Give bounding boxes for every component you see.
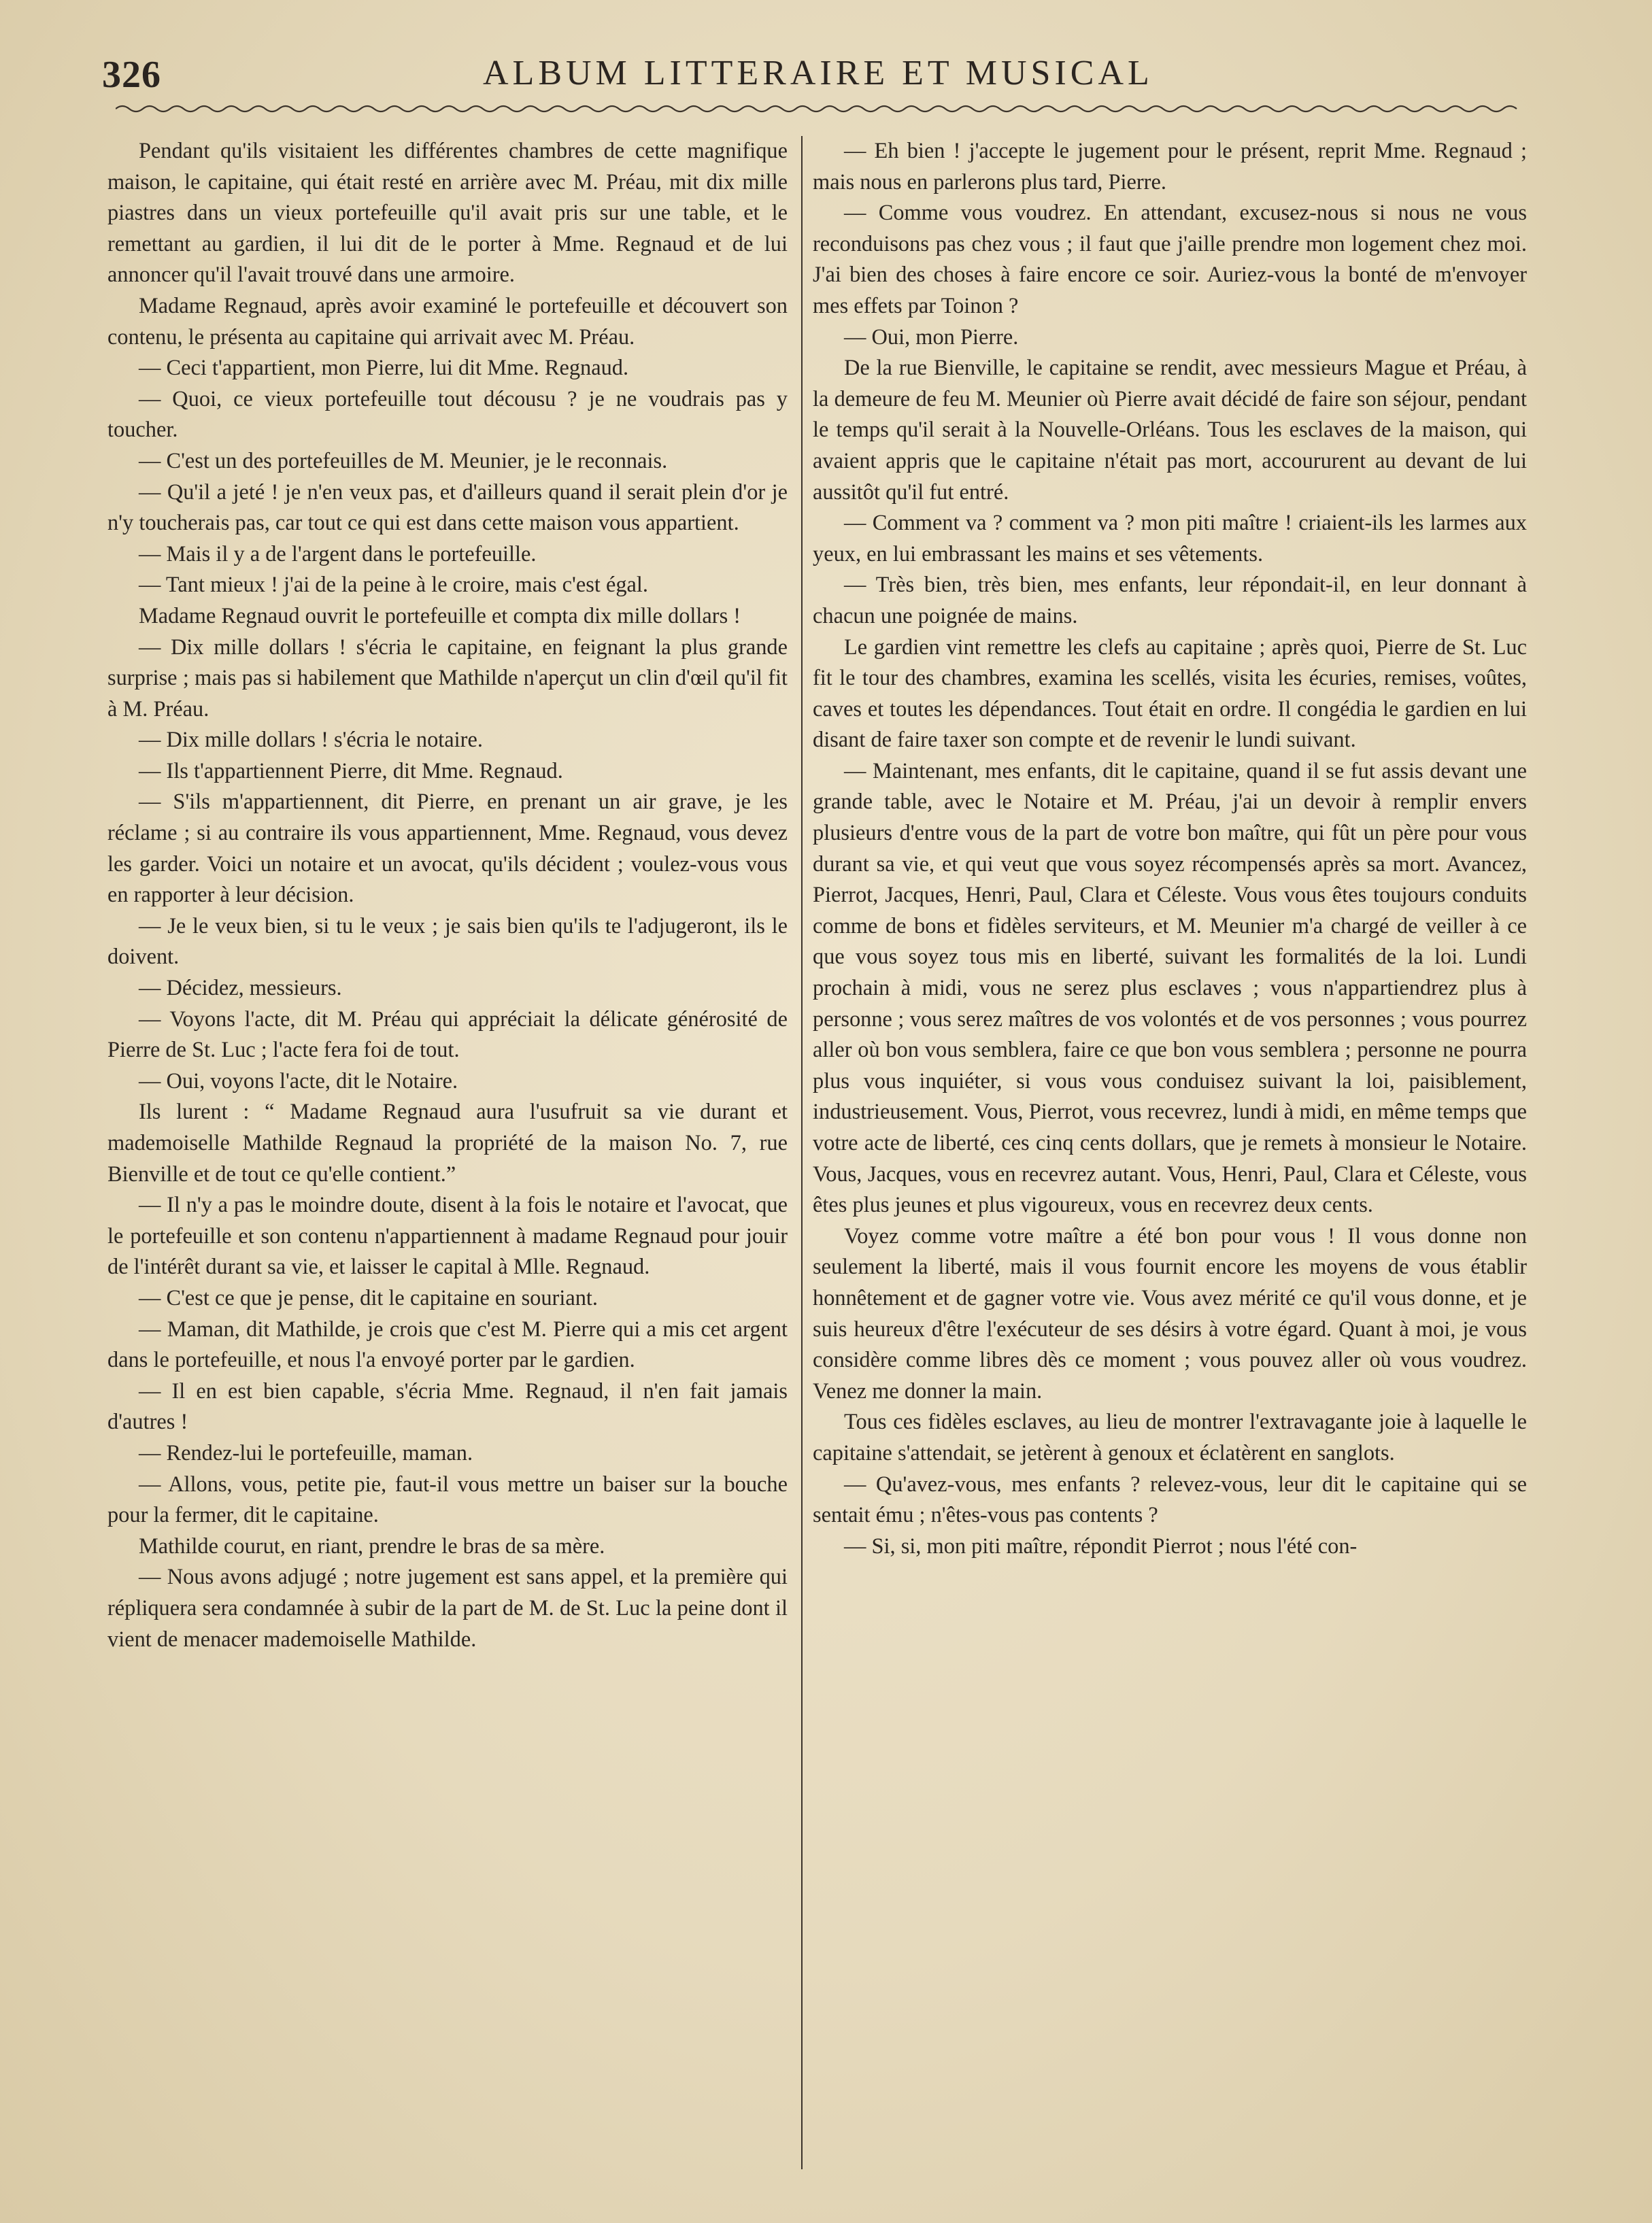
right-column-paragraph: — Comment va ? comment va ? mon piti maître ! criaient-ils les larmes aux yeux, en lui embrassant les mains et ses vêtements.	[813, 511, 1527, 566]
left-column-paragraph: — Ceci t'appartient, mon Pierre, lui dit Mme. Regnaud.	[139, 356, 629, 381]
left-column-paragraph: — Allons, vous, petite pie, faut-il vous mettre un baiser sur la bouche pour la fermer, dit le capitaine.	[107, 1472, 788, 1528]
left-column	[107, 136, 788, 1655]
right-column-paragraph: De la rue Bienville, le capitaine se rendit, avec messieurs Mague et Préau, à la demeure de feu M. Meunier où Pierre avait décidé de faire son séjour, pendant le temps qu'il serait à la Nouvelle-Orléans. Tous les esclaves de la maison, qui avaient appris que le capitaine n'était pas mort, accoururent au devant de lui aussitôt qu'il fut entré.	[813, 356, 1527, 505]
left-column-paragraph: Madame Regnaud ouvrit le portefeuille et compta dix mille dollars !	[139, 603, 741, 628]
left-column-paragraph: — Mais il y a de l'argent dans le portefeuille.	[139, 541, 537, 566]
right-column-paragraph: — Comme vous voudrez. En attendant, excusez-nous si nous ne vous reconduisons pas chez vous ; il faut que j'aille prendre mon logement chez moi. J'ai bien des choses à faire encore ce soir. Auriez-vous la bonté de m'envoyer mes effets par Toinon ?	[813, 201, 1527, 318]
left-column-paragraph: — Oui, voyons l'acte, dit le Notaire.	[139, 1068, 458, 1093]
right-column-paragraph: — Si, si, mon piti maître, répondit Pierrot ; nous l'été con-	[844, 1533, 1358, 1559]
left-column-paragraph: — Nous avons adjugé ; notre jugement est sans appel, et la première qui répliquera sera condamnée à subir de la part de M. de St. Luc la peine dont il vient de menacer mademoiselle Mathilde.	[107, 1565, 788, 1652]
right-column-paragraph: — Très bien, très bien, mes enfants, leur répondait-il, en leur donnant à chacun une poignée de mains.	[813, 573, 1527, 628]
left-column-paragraph: — Décidez, messieurs.	[139, 976, 342, 1001]
right-column-paragraph: Voyez comme votre maître a été bon pour vous ! Il vous donne non seulement la liberté, mais il vous fournit encore les moyens de vous établir honnêtement et de gagner votre vie. Vous avez mérité ce qu'il vous donne, et je suis heureux d'être l'exécuteur de ses désirs à votre égard. Quant à moi, je vous considère comme libres dès ce moment ; vous pouvez aller où vous voudrez. Venez me donner la main.	[813, 1223, 1527, 1404]
right-column-paragraph: — Qu'avez-vous, mes enfants ? relevez-vous, leur dit le capitaine qui se sentait ému ; n'êtes-vous pas contents ?	[813, 1472, 1527, 1528]
left-column-paragraph: — Il n'y a pas le moindre doute, disent à la fois le notaire et l'avocat, que le portefeuille et son contenu n'appartiennent à madame Regnaud pour jouir de l'intérêt durant sa vie, et laisser le capital à Mlle. Regnaud.	[107, 1193, 788, 1280]
left-column-paragraph: — S'ils m'appartiennent, dit Pierre, en prenant un air grave, je les réclame ; si au contraire ils vous appartiennent, Mme. Regnaud, vous devez les garder. Voici un notaire et un avocat, qu'ils décident ; voulez-vous vous en rapporter à leur décision.	[107, 790, 788, 908]
left-column-paragraph: — Il en est bien capable, s'écria Mme. Regnaud, il n'en fait jamais d'autres !	[107, 1378, 788, 1435]
right-column-paragraph: Tous ces fidèles esclaves, au lieu de montrer l'extravagante joie à laquelle le capitaine s'attendait, se jetèrent à genoux et éclatèrent en sanglots.	[813, 1410, 1527, 1465]
journal-title: ALBUM LITTERAIRE ET MUSICAL	[483, 54, 1153, 92]
page-number: 326	[102, 54, 161, 96]
left-column-paragraph: — Je le veux bien, si tu le veux ; je sais bien qu'ils te l'adjugeront, ils le doivent.	[107, 913, 788, 970]
right-column-paragraph: — Maintenant, mes enfants, dit le capitaine, quand il se fut assis devant une grande table, avec le Notaire et M. Préau, j'ai un devoir à remplir envers plusieurs d'entre vous de la part de votre bon maître, qui fût un père pour vous durant sa vie, et qui veut que vous soyez récompensés après sa mort. Avancez, Pierrot, Jacques, Henri, Paul, Clara et Céleste. Vous vous êtes toujours conduits comme de bons et fidèles serviteurs, et M. Meunier m'a chargé de veiller à ce que vous soyez tous mis en liberté, suivant les formalités de la loi. Lundi prochain à midi, vous ne serez plus esclaves ; vous n'appartiendrez plus à personne ; vous serez maîtres de vos volontés et de vos personnes ; vous pourrez aller où bon vous semblera, faire ce que bon vous semblera ; personne ne pourra plus vous inquiéter, si vous vous conduisez suivant la loi, paisiblement, industrieusement. Vous, Pierrot, vous recevrez, lundi à midi, en même temps que votre acte de liberté, ces cinq cents dollars, que je remets à monsieur le Notaire. Vous, Jacques, vous en recevrez autant. Vous, Henri, Paul, Clara et Céleste, vous êtes plus jeunes et plus vigoureux, vous en recevrez deux cents.	[813, 758, 1527, 1218]
left-column-paragraph: — Voyons l'acte, dit M. Préau qui appréciait la délicate générosité de Pierre de St. Luc ; l'acte fera foi de tout.	[107, 1006, 788, 1063]
page-header	[102, 53, 1537, 107]
left-column-paragraph: — Ils t'appartiennent Pierre, dit Mme. Regnaud.	[139, 758, 563, 783]
right-column-paragraph: — Eh bien ! j'accepte le jugement pour le présent, reprit Mme. Regnaud ; mais nous en parlerons plus tard, Pierre.	[813, 139, 1527, 194]
left-column-paragraph: — C'est ce que je pense, dit le capitaine en souriant.	[139, 1285, 599, 1310]
left-column-paragraph: Ils lurent : “ Madame Regnaud aura l'usufruit sa vie durant et mademoiselle Mathilde Regnaud la propriété de la maison No. 7, rue Bienville et de tout ce qu'elle contient.”	[107, 1100, 788, 1187]
left-column-paragraph: — Quoi, ce vieux portefeuille tout décousu ? je ne voudrais pas y toucher.	[107, 386, 788, 443]
left-column-paragraph: — Dix mille dollars ! s'écria le capitaine, en feignant la plus grande surprise ; mais pas si habilement que Mathilde n'aperçut un clin d'œil qu'il fit à M. Préau.	[107, 634, 788, 722]
wavy-header-rule	[116, 102, 1523, 116]
right-column-paragraph: Le gardien vint remettre les clefs au capitaine ; après quoi, Pierre de St. Luc fit le tour des chambres, examina les scellés, visita les écuries, remises, voûtes, caves et toutes les dépendances. Tout était en ordre. Il congédia le gardien en lui disant de faire taxer son compte et de revenir le lundi suivant.	[813, 634, 1527, 753]
left-column-paragraph: — Tant mieux ! j'ai de la peine à le croire, mais c'est égal.	[139, 573, 649, 598]
column-divider	[801, 136, 803, 2169]
right-column-paragraph: — Oui, mon Pierre.	[844, 324, 1019, 350]
right-column	[813, 136, 1527, 1562]
left-column-paragraph: Madame Regnaud, après avoir examiné le portefeuille et découvert son contenu, le présenta au capitaine qui arrivait avec M. Préau.	[107, 293, 788, 350]
left-column-paragraph: Mathilde courut, en riant, prendre le bras de sa mère.	[139, 1533, 605, 1559]
left-column-paragraph: — Rendez-lui le portefeuille, maman.	[139, 1440, 473, 1465]
left-column-paragraph: — C'est un des portefeuilles de M. Meunier, je le reconnais.	[139, 448, 668, 473]
left-column-paragraph: — Qu'il a jeté ! je n'en veux pas, et d'ailleurs quand il serait plein d'or je n'y toucherais pas, car tout ce qui est dans cette maison vous appartient.	[107, 479, 788, 536]
left-column-paragraph: — Maman, dit Mathilde, je crois que c'est M. Pierre qui a mis cet argent dans le portefeuille, et nous l'a envoyé porter par le gardien.	[107, 1317, 788, 1373]
left-column-paragraph: — Dix mille dollars ! s'écria le notaire.	[139, 728, 483, 753]
left-column-paragraph: Pendant qu'ils visitaient les différentes chambres de cette magnifique maison, le capitaine, qui était resté en arrière avec M. Préau, mit dix mille piastres dans un vieux portefeuille qu'il avait pris sur une table, et le remettant au gardien, il lui dit de le porter à Mme. Regnaud et de lui annoncer qu'il l'avait trouvé dans une armoire.	[107, 139, 788, 288]
